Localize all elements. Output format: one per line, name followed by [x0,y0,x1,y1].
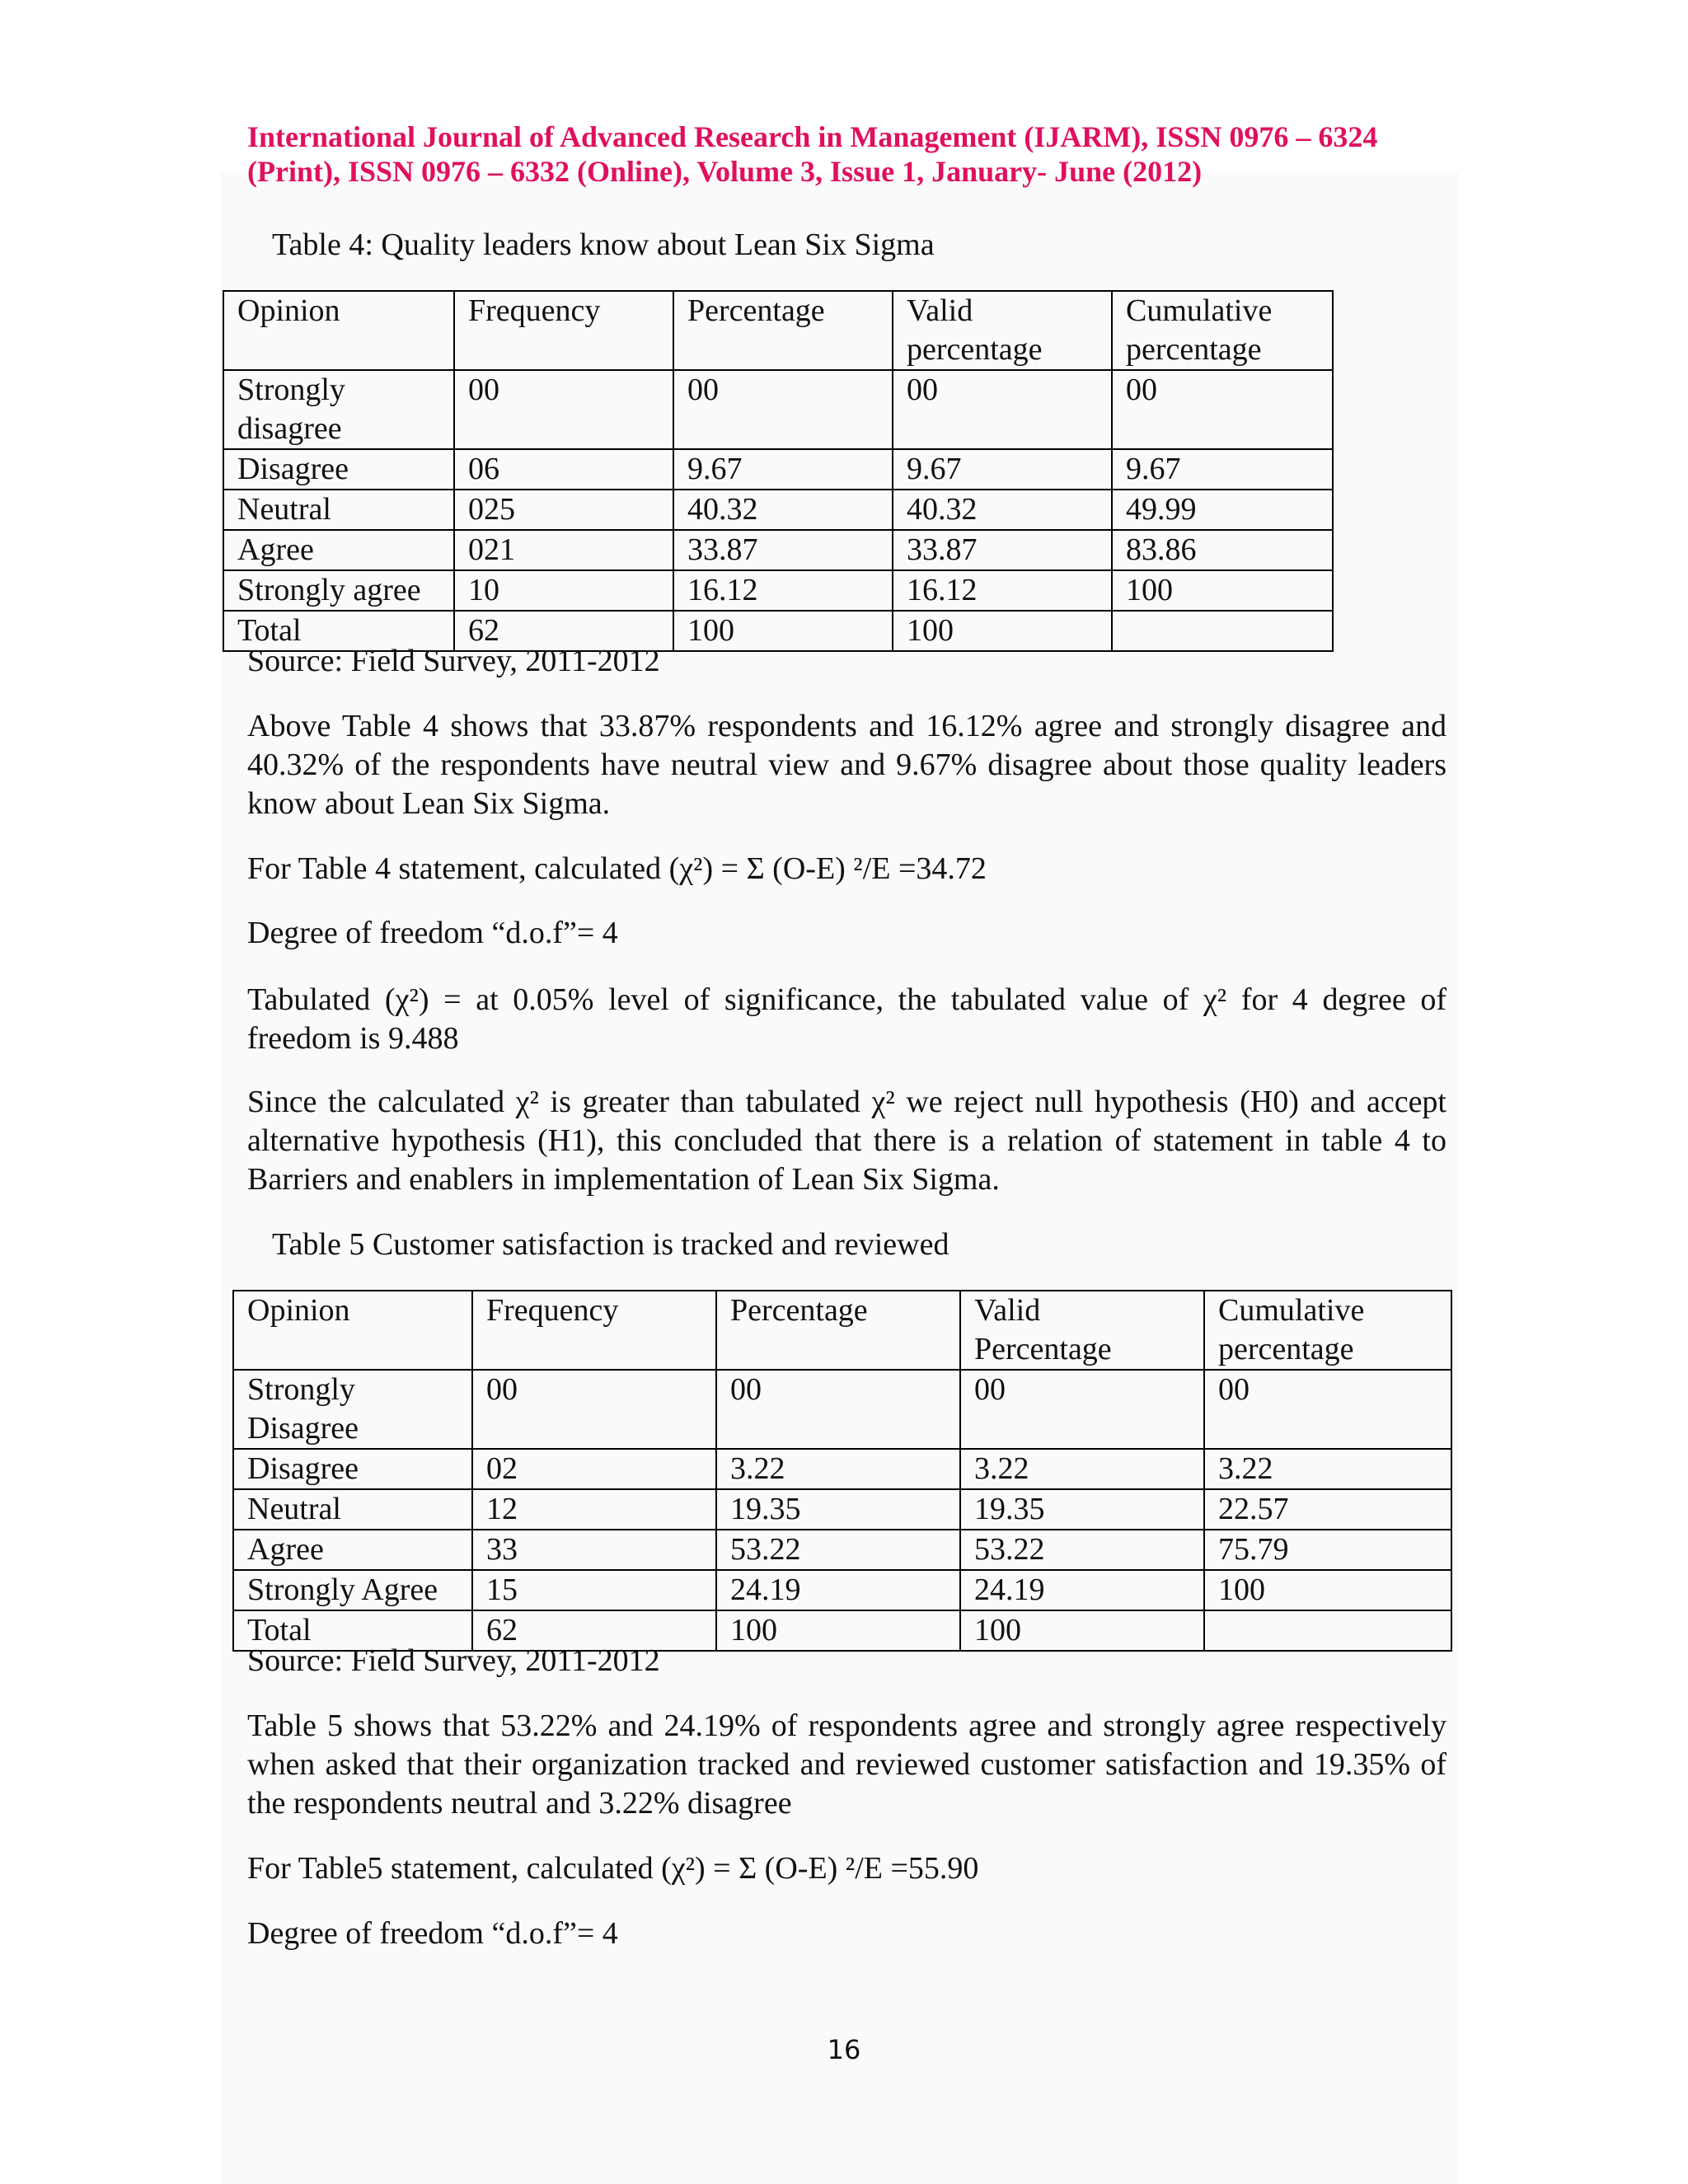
cell-text: 12 [486,1492,518,1526]
table-cell [233,1370,472,1449]
cell-text: Strongly [237,373,345,407]
cell-text: Opinion [247,1293,350,1328]
cell-text: 00 [730,1372,762,1407]
table-cell [960,1449,1204,1489]
cell-text: Percentage [687,293,825,328]
cell-text: Strongly Agree [247,1572,438,1607]
table-cell [233,1570,472,1610]
table-header-cell [960,1291,1204,1370]
table-cell [716,1610,960,1651]
cell-text: 22.57 [1218,1492,1289,1526]
table-cell [454,490,673,530]
table-cell [716,1489,960,1530]
table-row [223,570,1333,611]
table5-summary-paragraph: Table 5 shows that 53.22% and 24.19% of respondents agree and strongly agree respectively when asked that their organization tracked and reviewed customer satisfaction and 19.35% of the respondents neutral and 3.22% disagree [247,1708,1447,1821]
table-cell [223,530,454,570]
cell-text: 06 [468,452,499,486]
table5-caption: Table 5 Customer satisfaction is tracked and reviewed [272,1227,950,1262]
table-cell [1204,1570,1451,1610]
table-cell [960,1530,1204,1570]
table-header-row [233,1291,1451,1370]
cell-text: 9.67 [907,452,962,486]
cell-text: 00 [468,373,499,407]
cell-text: disagree [237,411,342,446]
cell-text: Disagree [237,452,349,486]
table-cell [223,490,454,530]
cell-text: 83.86 [1126,532,1197,567]
cell-text: 19.35 [974,1492,1045,1526]
cell-text: 53.22 [730,1532,801,1567]
table-row [233,1530,1451,1570]
table-cell [454,530,673,570]
table-cell [893,370,1112,449]
table-cell [1112,490,1333,530]
journal-header [247,120,1447,189]
cell-text: 3.22 [1218,1451,1273,1486]
cell-text: 16.12 [907,573,978,607]
table-cell [223,449,454,490]
cell-text: percentage [1126,332,1262,367]
table-cell [716,1570,960,1610]
cell-text: Percentage [730,1293,868,1328]
page-number: 16 [827,2034,861,2065]
table-cell [673,449,893,490]
cell-text: 24.19 [730,1572,801,1607]
table-cell [960,1370,1204,1449]
table-cell [1204,1449,1451,1489]
cell-text: Agree [237,532,314,567]
cell-text: 025 [468,492,515,527]
table-cell [893,611,1112,651]
table-cell [1112,370,1333,449]
table-cell [223,370,454,449]
table-cell [472,1570,716,1610]
table-header-cell [223,291,454,370]
cell-text: 100 [730,1613,777,1647]
table5 [232,1290,1452,1652]
cell-text: 24.19 [974,1572,1045,1607]
cell-text: 9.67 [687,452,743,486]
cell-text: 3.22 [974,1451,1029,1486]
table-cell [673,530,893,570]
cell-text: 00 [907,373,938,407]
cell-text: 16.12 [687,573,758,607]
cell-text: Valid [907,293,973,328]
cell-text: 10 [468,573,499,607]
cell-text: 40.32 [687,492,758,527]
cell-text: Valid [974,1293,1041,1328]
table-cell [454,370,673,449]
cell-text: 100 [1218,1572,1265,1607]
table-cell [716,1530,960,1570]
table-row [233,1570,1451,1610]
cell-text: 62 [486,1613,518,1647]
table-cell [893,530,1112,570]
cell-text: Opinion [237,293,340,328]
table-row [233,1449,1451,1489]
table4-body [223,291,1333,651]
cell-text: Frequency [468,293,601,328]
cell-text: percentage [1218,1332,1354,1366]
table-cell [454,570,673,611]
table-cell [1204,1489,1451,1530]
table-cell [716,1449,960,1489]
cell-text: 00 [1126,373,1157,407]
table-cell [1112,611,1333,651]
cell-text: 19.35 [730,1492,801,1526]
journal-header-line-1: International Journal of Advanced Research in Management (IJARM), ISSN 0976 – 6324 [247,120,1378,153]
cell-text: Disagree [247,1451,359,1486]
table-header-cell [716,1291,960,1370]
cell-text: Percentage [974,1332,1112,1366]
table-header-cell [673,291,893,370]
cell-text: Strongly agree [237,573,421,607]
table-cell [1112,530,1333,570]
table-cell [716,1370,960,1449]
table-cell [1204,1370,1451,1449]
cell-text: 62 [468,613,499,648]
table-cell [223,570,454,611]
cell-text: percentage [907,332,1043,367]
table-cell [472,1449,716,1489]
hypothesis-conclusion-paragraph: Since the calculated χ² is greater than tabulated χ² we reject null hypothesis (H0) and accept alternative hypothesis (H1), this concluded that there is a relation of statement in table 4 to Barriers and enablers in implementation of Lean Six Sigma. [247,1085,1447,1197]
table-header-cell [893,291,1112,370]
table-cell [1204,1530,1451,1570]
cell-text: 100 [687,613,734,648]
cell-text: Cumulative [1126,293,1273,328]
cell-text: 021 [468,532,515,567]
table-row [233,1370,1451,1449]
table4-caption: Table 4: Quality leaders know about Lean Six Sigma [272,227,935,262]
cell-text: 33 [486,1532,518,1567]
cell-text: 33.87 [687,532,758,567]
cell-text: Neutral [247,1492,341,1526]
cell-text: 15 [486,1572,518,1607]
table-header-cell [1112,291,1333,370]
table-cell [1204,1610,1451,1651]
cell-text: 33.87 [907,532,978,567]
table4-degree-of-freedom: Degree of freedom “d.o.f”= 4 [247,916,618,950]
table-cell [893,490,1112,530]
table-cell [673,490,893,530]
cell-text: Total [237,613,302,648]
cell-text: Cumulative [1218,1293,1365,1328]
table-cell [1112,570,1333,611]
cell-text: 49.99 [1126,492,1197,527]
table5-chi-square: For Table5 statement, calculated (χ²) = Σ (O-E) ²/E =55.90 [247,1851,979,1886]
cell-text: 53.22 [974,1532,1045,1567]
table-header-cell [472,1291,716,1370]
table-header-cell [454,291,673,370]
table-header-cell [1204,1291,1451,1370]
table4-summary-paragraph: Above Table 4 shows that 33.87% respondents and 16.12% agree and strongly disagree and 40.32% of the respondents have neutral view and 9.67% disagree about those quality leaders know about Lean Six Sigma. [247,709,1447,821]
table-row [223,370,1333,449]
cell-text: 9.67 [1126,452,1181,486]
cell-text: Neutral [237,492,331,527]
table4 [223,290,1334,652]
table-header-row [223,291,1333,370]
cell-text: 00 [1218,1372,1250,1407]
cell-text: 00 [486,1372,518,1407]
cell-text: 75.79 [1218,1532,1289,1567]
table-row [223,490,1333,530]
table5-degree-of-freedom: Degree of freedom “d.o.f”= 4 [247,1916,618,1951]
cell-text: 00 [974,1372,1006,1407]
cell-text: 100 [1126,573,1173,607]
table-cell [233,1449,472,1489]
table-cell [1112,449,1333,490]
cell-text: 100 [974,1613,1021,1647]
table-row [223,530,1333,570]
cell-text: Disagree [247,1411,359,1446]
table-row [233,1489,1451,1530]
cell-text: Strongly [247,1372,355,1407]
table-cell [472,1370,716,1449]
table-cell [893,570,1112,611]
table-row [223,449,1333,490]
table4-source: Source: Field Survey, 2011-2012 [247,644,660,678]
cell-text: 100 [907,613,954,648]
table-cell [233,1489,472,1530]
cell-text: 3.22 [730,1451,785,1486]
table5-body [233,1291,1451,1651]
cell-text: 02 [486,1451,518,1486]
table-cell [673,611,893,651]
table-cell [472,1530,716,1570]
table-cell [960,1610,1204,1651]
table-cell [960,1570,1204,1610]
table-cell [673,370,893,449]
cell-text: 40.32 [907,492,978,527]
table4-chi-square: For Table 4 statement, calculated (χ²) = Σ (O-E) ²/E =34.72 [247,851,987,886]
table-cell [454,449,673,490]
tabulated-value-paragraph: Tabulated (χ²) = at 0.05% level of significance, the tabulated value of χ² for 4 degree of freedom is 9.488 [247,982,1447,1056]
table-cell [472,1489,716,1530]
cell-text: Total [247,1613,312,1647]
table-header-cell [233,1291,472,1370]
journal-header-line-2: (Print), ISSN 0976 – 6332 (Online), Volume 3, Issue 1, January- June (2012) [247,155,1203,188]
cell-text: 00 [687,373,719,407]
table-cell [893,449,1112,490]
table-cell [960,1489,1204,1530]
cell-text: Agree [247,1532,324,1567]
table-cell [233,1530,472,1570]
table-cell [673,570,893,611]
cell-text: Frequency [486,1293,619,1328]
table5-source: Source: Field Survey, 2011-2012 [247,1643,660,1678]
